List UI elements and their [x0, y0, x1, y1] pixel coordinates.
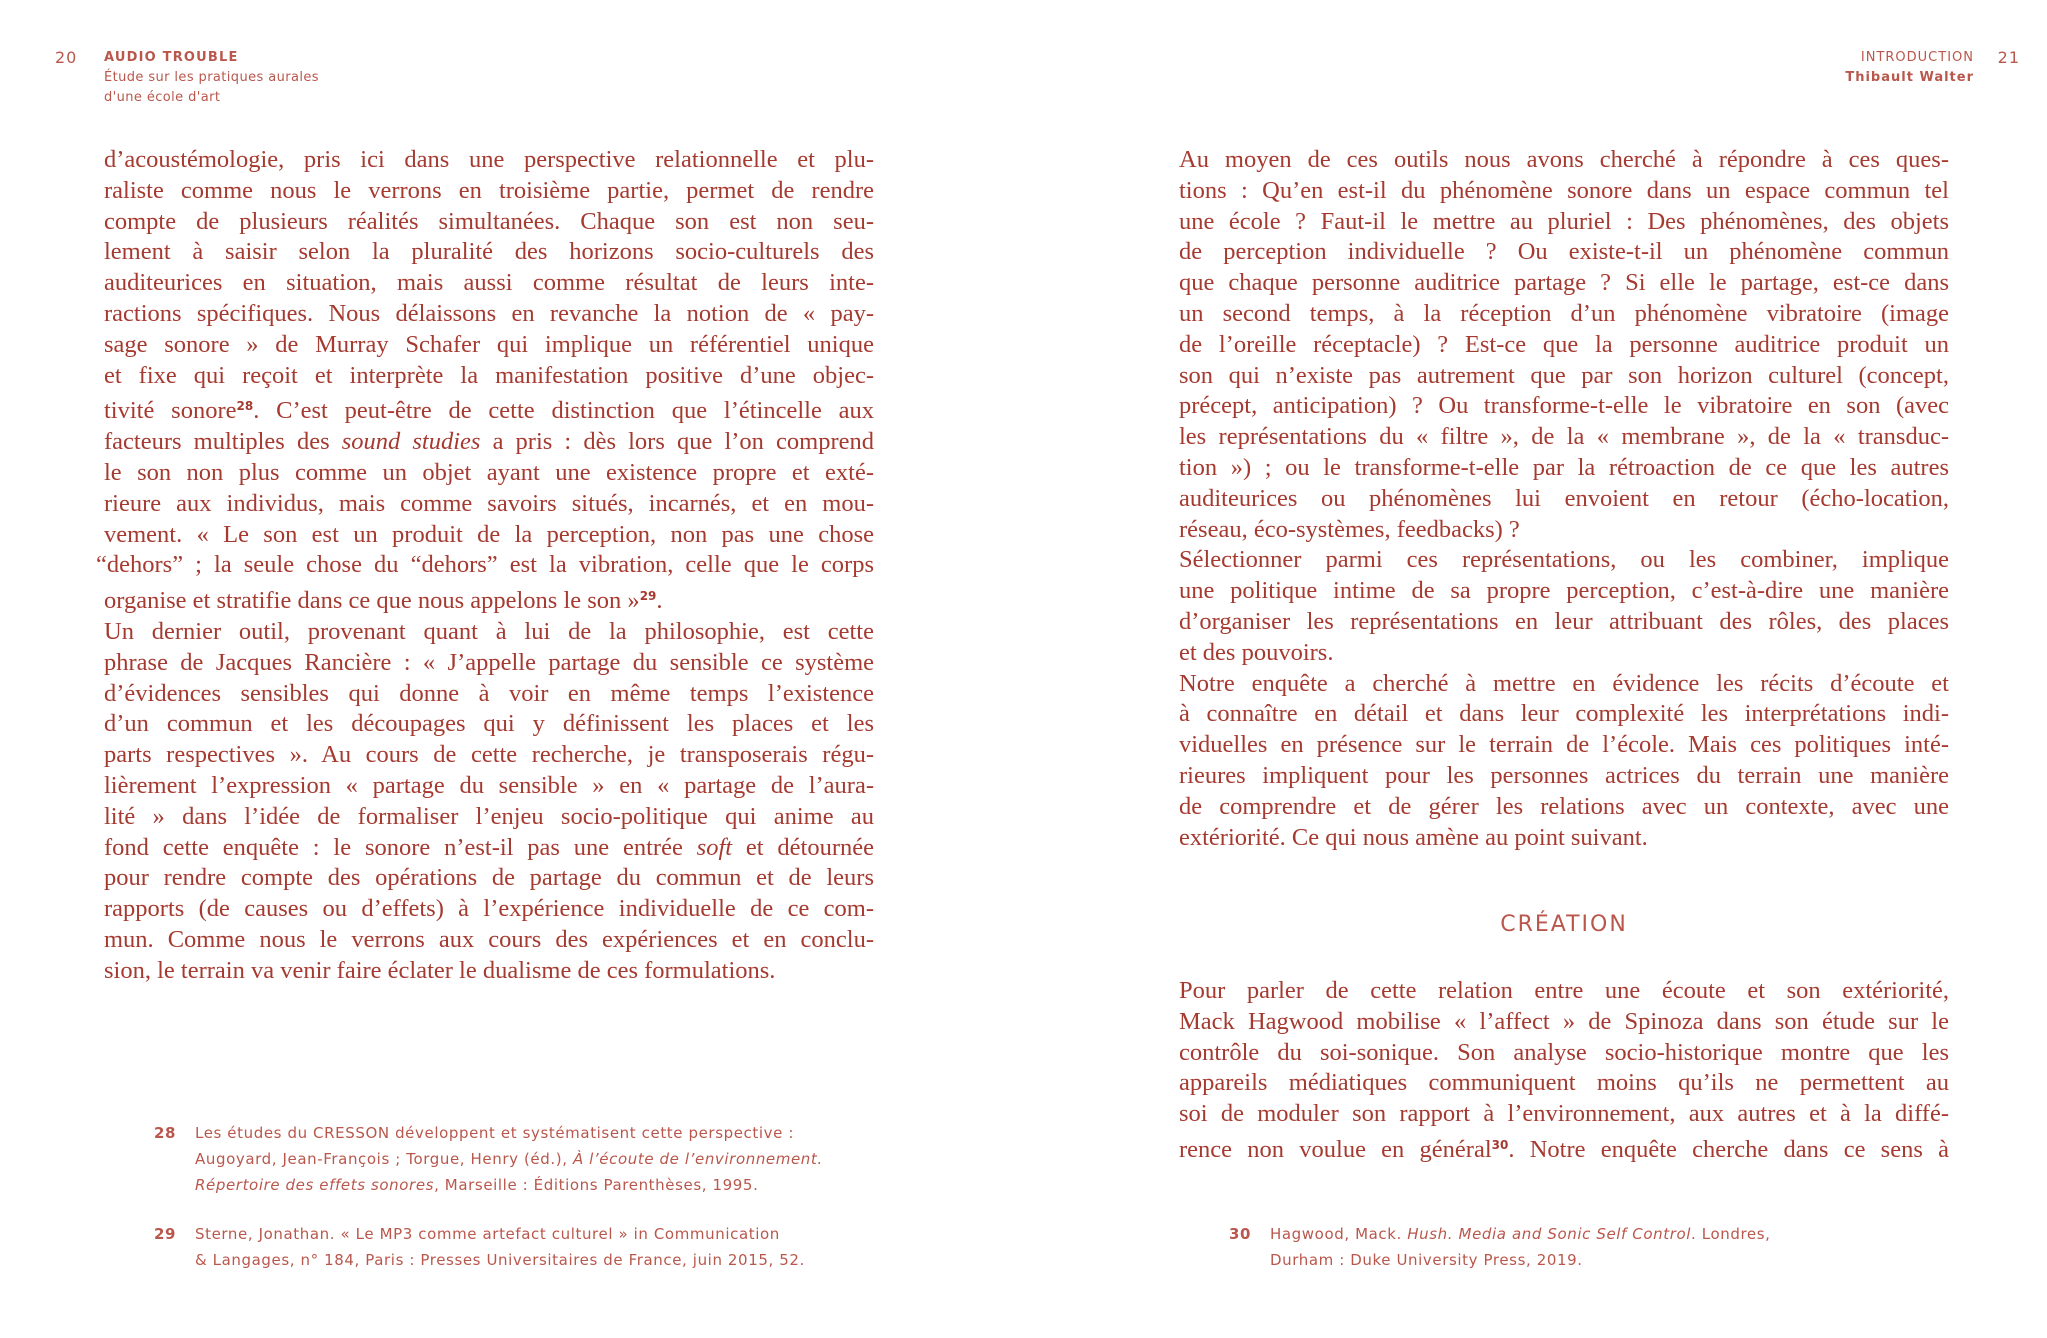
footnote-text: [1270, 1221, 1771, 1273]
text-line: [104, 833, 874, 864]
text-segment: organise et stratifie dans ce que nous appelons le son »: [104, 587, 640, 615]
text-segment: a pris : dès lors que l’on comprend: [480, 428, 875, 456]
italic-term: sound studies: [341, 428, 481, 456]
text-line: pour rendre compte des opérations de partage du commun et de leurs: [104, 864, 874, 892]
text-line: Un dernier outil, provenant quant à lui de la philosophie, est cette: [104, 617, 874, 645]
text-line: de comprendre et de gérer les relations avec un contexte, avec une: [1179, 792, 1949, 820]
footnote-line: Sterne, Jonathan. « Le MP3 comme artefact culturel » in Communication: [195, 1225, 780, 1243]
text-line: que chaque personne auditrice partage ? Si elle le partage, est-ce dans: [1179, 269, 1949, 297]
text-line: d’un commun et les découpages qui y définissent les places et les: [104, 710, 874, 738]
footnote-number: 28: [154, 1124, 177, 1142]
left-page: [0, 0, 1023, 1338]
text-line: phrase de Jacques Rancière : « J’appelle partage du sensible ce système: [104, 648, 874, 676]
text-line: à connaître en détail et dans leur complexité les interprétations indi-: [1179, 700, 1949, 728]
left-body-text: [96, 145, 875, 987]
text-line: soi de moduler son rapport à l’environnement, aux autres et à la diffé-: [1179, 1100, 1949, 1128]
text-line: ractions spécifiques. Nous délaissons en revanche la notion de « pay-: [104, 299, 874, 327]
footnote-text: [195, 1120, 823, 1198]
text-line: le son non plus comme un objet ayant une existence propre et exté-: [104, 458, 874, 486]
right-page-number: 21: [1997, 48, 2020, 67]
footnote-number: 29: [154, 1225, 177, 1243]
text-line: une politique intime de sa propre perception, c’est-à-dire une manière: [1179, 577, 1949, 605]
italic-term: soft: [696, 833, 733, 861]
footnote-ref-30[interactable]: 30: [1491, 1137, 1509, 1152]
footnote-segment: , Marseille : Éditions Parenthèses, 1995.: [434, 1176, 759, 1194]
right-page: [1024, 0, 2047, 1338]
right-body-text-a: [1179, 145, 1949, 853]
text-line: Au moyen de ces outils nous avons cherché à répondre à ces ques-: [1179, 146, 1949, 173]
text-line: d’organiser les représentations en leur attribuant des rôles, des places: [1179, 607, 1949, 635]
text-line: tion ») ; ou le transforme-t-elle par la rétroaction de ce que les autres: [1179, 453, 1949, 481]
text-line: de l’oreille réceptacle) ? Est-ce que la personne auditrice produit un: [1179, 330, 1949, 358]
text-segment: rence non voulue en général: [1179, 1135, 1492, 1163]
text-segment: . C’est peut-être de cette distinction que l’étincelle aux: [253, 397, 875, 425]
text-line: Mack Hagwood mobilise « l’affect » de Spinoza dans son étude sur le: [1179, 1007, 1949, 1035]
text-line: contrôle du soi-sonique. Son analyse socio-historique montre que les: [1179, 1038, 1949, 1066]
text-line: lité » dans l’idée de formaliser l’enjeu socio-politique qui anime au: [104, 802, 874, 830]
text-line: auditeurices ou phénomènes lui envoient en retour (écho-location,: [1179, 484, 1949, 512]
text-line: raliste comme nous le verrons en troisième partie, permet de rendre: [104, 176, 874, 204]
text-line: Pour parler de cette relation entre une écoute et son extériorité,: [1179, 977, 1949, 1004]
text-line: parts respectives ». Au cours de cette recherche, je transposerais régu-: [104, 741, 874, 769]
footnote-29: [154, 1221, 984, 1277]
text-line: appareils médiatiques communiquent moins qu’ils ne permettent au: [1179, 1069, 1949, 1097]
text-line: lièrement l’expression « partage du sensible » en « partage de l’aura-: [104, 771, 874, 799]
text-line: [104, 391, 874, 427]
footnote-28: [154, 1120, 984, 1200]
running-head-subtitle: [104, 68, 319, 108]
text-segment: facteurs multiples des: [104, 428, 342, 456]
footnote-italic: Répertoire des effets sonores: [195, 1176, 435, 1194]
text-line: et fixe qui reçoit et interprète la manifestation positive d’une objec-: [104, 361, 874, 389]
footnote-line: [195, 1172, 823, 1198]
running-head-author: Thibault Walter: [1845, 70, 1974, 85]
footnote-line: [195, 1146, 823, 1172]
running-head-section: INTRODUCTION: [1860, 50, 1974, 65]
text-line: rieure aux individus, mais comme savoirs situés, incarnés, et en mou-: [104, 489, 874, 517]
footnote-italic: À l’écoute de l’environnement.: [572, 1150, 823, 1168]
footnote-number: 30: [1229, 1225, 1252, 1243]
text-segment: et détournée: [732, 833, 874, 861]
text-line: les représentations du « filtre », de la « membrane », de la « transduc-: [1179, 423, 1949, 451]
text-line: [104, 427, 874, 458]
text-line: auditeurices en situation, mais aussi comme résultat de leurs inte-: [104, 269, 874, 297]
text-line: précept, anticipation) ? Ou transforme-t-elle le vibratoire en son (avec: [1179, 392, 1949, 420]
text-line: vement. « Le son est un produit de la perception, non pas une chose: [104, 520, 874, 548]
footnote-text: [195, 1221, 805, 1273]
right-body-text-b: [1179, 976, 1949, 1166]
footnote-line: [1270, 1221, 1771, 1247]
text-line: extériorité. Ce qui nous amène au point suivant.: [1179, 823, 1648, 851]
text-segment: fond cette enquête : le sonore n’est-il pas une entrée: [104, 833, 697, 861]
text-line: sion, le terrain va venir faire éclater le dualisme de ces formulations.: [104, 956, 776, 984]
text-segment: .: [656, 587, 663, 615]
text-line: Notre enquête a cherché à mettre en évidence les récits d’écoute et: [1179, 669, 1949, 697]
text-line: viduelles en présence sur le terrain de l’école. Mais ces politiques inté-: [1179, 731, 1949, 759]
text-segment: . Notre enquête cherche dans ce sens à: [1508, 1135, 1949, 1163]
running-head-book-title: AUDIO TROUBLE: [104, 50, 239, 65]
footnote-line: Durham : Duke University Press, 2019.: [1270, 1251, 1583, 1269]
text-line: [1179, 1130, 1949, 1166]
left-page-number: 20: [55, 48, 78, 67]
text-line: lement à saisir selon la pluralité des horizons socio-culturels des: [104, 238, 874, 266]
text-line: un second temps, à la réception d’un phénomène vibratoire (image: [1179, 299, 1949, 327]
footnote-ref-28[interactable]: 28: [236, 399, 254, 414]
footnote-ref-29[interactable]: 29: [639, 589, 657, 604]
text-line: une école ? Faut-il le mettre au pluriel : Des phénomènes, des objets: [1179, 207, 1949, 235]
text-line: mun. Comme nous le verrons aux cours des expériences et en conclu-: [104, 925, 874, 953]
text-line: tions : Qu’en est-il du phénomène sonore dans un espace commun tel: [1179, 176, 1949, 204]
section-title-creation: CRÉATION: [1500, 912, 1628, 937]
footnote-segment: Augoyard, Jean-François ; Torgue, Henry (éd.),: [195, 1150, 573, 1168]
text-line: compte de plusieurs réalités simultanées. Chaque son est non seu-: [104, 207, 874, 235]
footnote-line: & Langages, n° 184, Paris : Presses Universitaires de France, juin 2015, 52.: [195, 1251, 805, 1269]
text-line: “dehors” ; la seule chose du “dehors” est la vibration, celle que le corps: [96, 551, 874, 579]
footnote-segment: . Londres,: [1691, 1225, 1771, 1243]
text-line: sage sonore » de Murray Schafer qui implique un référentiel unique: [104, 330, 874, 358]
footnote-30: [1229, 1221, 2009, 1277]
text-line: et des pouvoirs.: [1179, 638, 1334, 666]
subtitle-line: d'une école d'art: [104, 90, 221, 105]
subtitle-line: Étude sur les pratiques aurales: [104, 70, 319, 85]
text-line: Sélectionner parmi ces représentations, ou les combiner, implique: [1179, 546, 1949, 574]
footnote-italic: Hush. Media and Sonic Self Control: [1407, 1225, 1692, 1243]
text-line: rapports (de causes ou d’effets) à l’expérience individuelle de ce com-: [104, 895, 874, 923]
text-line: rieures impliquent pour les personnes actrices du terrain une manière: [1179, 761, 1949, 789]
footnote-line: Les études du CRESSON développent et systématisent cette perspective :: [195, 1124, 794, 1142]
text-line: de perception individuelle ? Ou existe-t-il un phénomène commun: [1179, 238, 1949, 266]
text-line: d’évidences sensibles qui donne à voir en même temps l’existence: [104, 679, 874, 707]
text-line: d’acoustémologie, pris ici dans une perspective relationnelle et plu-: [104, 146, 874, 173]
footnote-segment: Hagwood, Mack.: [1270, 1225, 1408, 1243]
text-line: [104, 581, 874, 617]
text-segment: tivité sonore: [104, 397, 237, 425]
text-line: réseau, éco-systèmes, feedbacks) ?: [1179, 515, 1520, 543]
text-line: son qui n’existe pas autrement que par son horizon culturel (concept,: [1179, 361, 1949, 389]
